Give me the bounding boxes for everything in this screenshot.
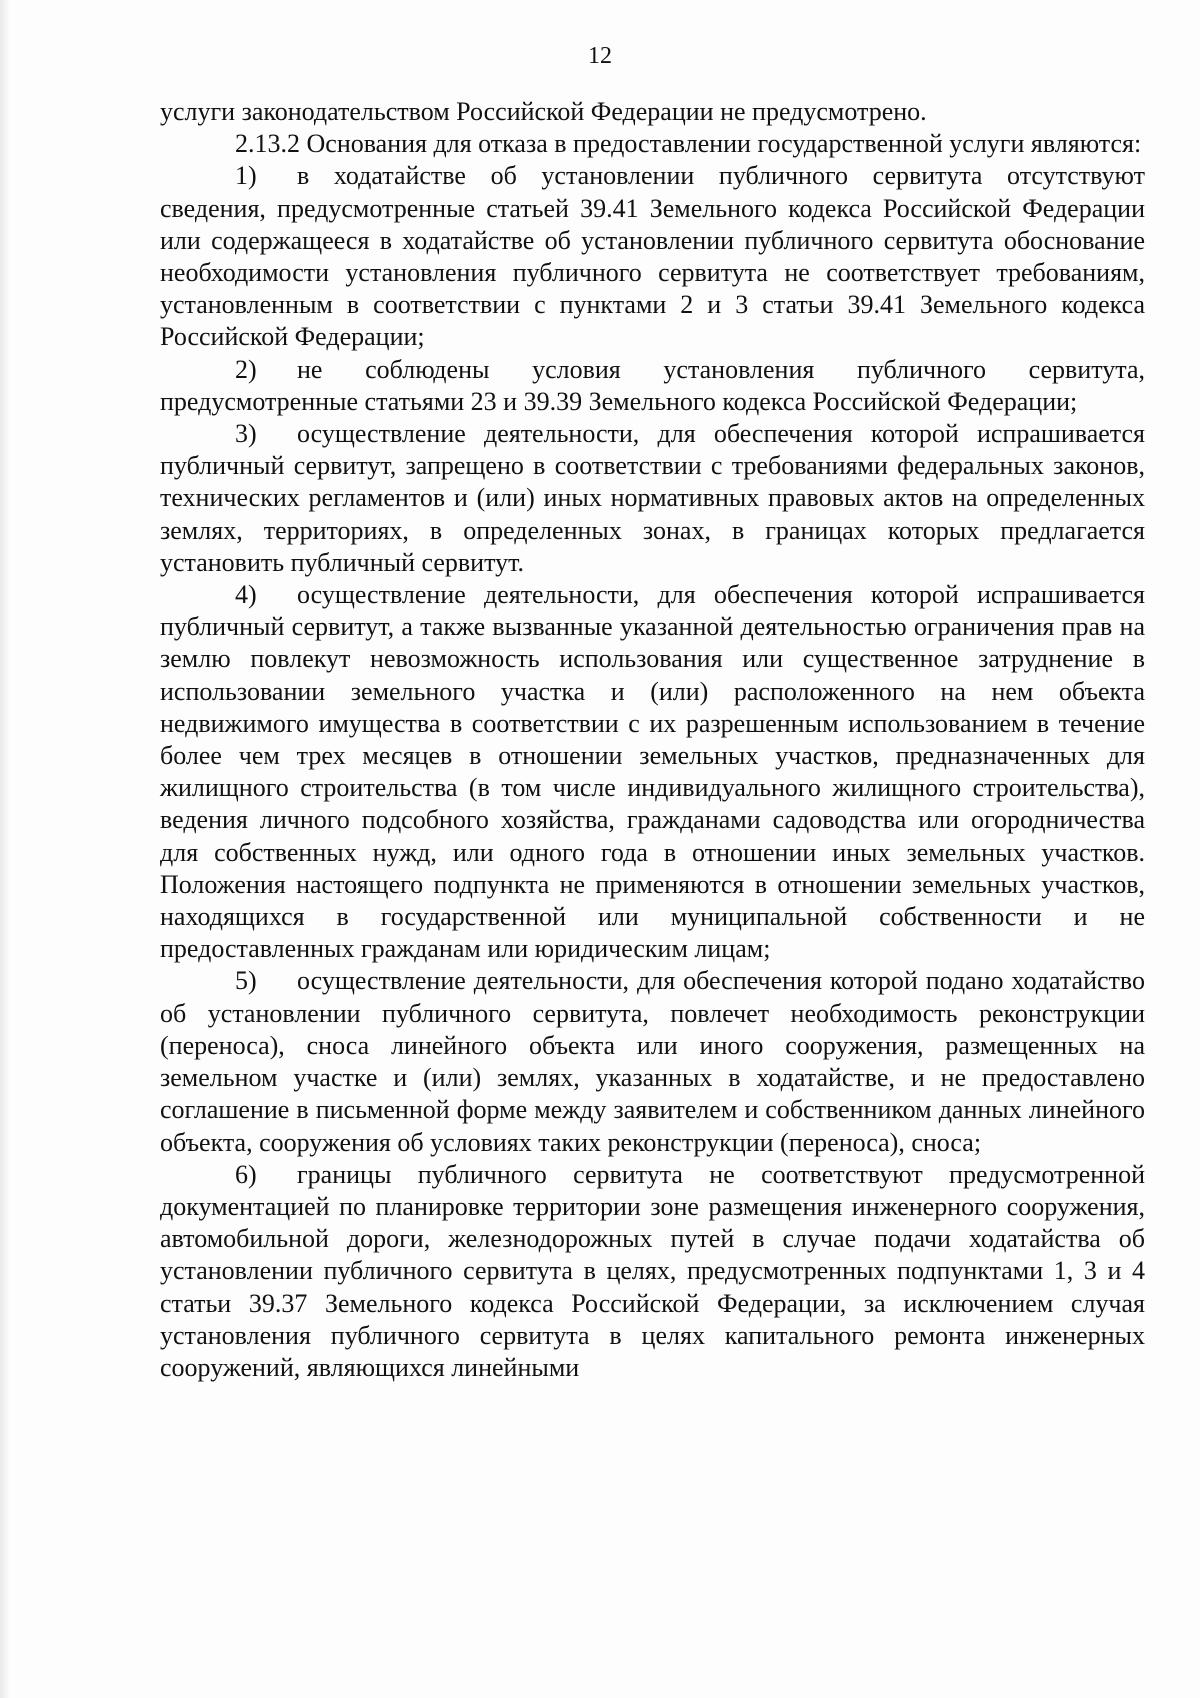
- document-body: [160, 96, 1145, 1384]
- list-item-number: 3): [235, 419, 257, 449]
- page-number: 12: [588, 43, 612, 69]
- scan-edge-shadow: [0, 0, 10, 1698]
- list-item-6: [160, 1159, 1145, 1384]
- paragraph-continuation: [160, 96, 1145, 128]
- list-item-4: [160, 579, 1145, 965]
- list-item-text: не соблюдены условия установления публичного сервитута, предусмотренные статьями 23 и 39.39 Земельного кодекса Российской Федерации;: [160, 354, 1145, 416]
- paragraph-text: услуги законодательством Российской Федерации не предусмотрено.: [160, 97, 927, 126]
- list-item-number: 2): [235, 354, 257, 384]
- paragraph-text: 2.13.2 Основания для отказа в предоставлении государственной услуги являются:: [235, 129, 1142, 159]
- list-item-number: 4): [235, 580, 257, 610]
- list-item-text: границы публичного сервитута не соответствуют предусмотренной документацией по планировке территории зоне размещения инженерного сооружения, автомобильной дороги, железнодорожных путей в случае подачи ходатайства об установлении публичного сервитута в целях, предусмотренных подпунктами 1, 3 и 4 статьи 39.37 Земельного кодекса Российской Федерации, за исключением случая установления публичного сервитута в целях капитального ремонта инженерных сооружений, являющихся линейными: [160, 1159, 1145, 1382]
- list-item-5: [160, 965, 1145, 1158]
- list-item-1: [160, 160, 1145, 353]
- list-item-number: 1): [235, 161, 257, 191]
- list-item-2: [160, 354, 1145, 418]
- list-item-text: осуществление деятельности, для обеспечения которой испрашивается публичный сервитут, запрещено в соответствии с требованиями федеральных законов, технических регламентов и (или) иных нормативных правовых актов на определенных землях, территориях, в определенных зонах, в границах которых предлагается установить публичный сервитут.: [160, 419, 1145, 577]
- list-item-text: в ходатайстве об установлении публичного сервитута отсутствуют сведения, предусмотренные статьей 39.41 Земельного кодекса Российской Федерации или содержащееся в ходатайстве об установлении публичного сервитута обоснование необходимости установления публичного сервитута не соответствует требованиям, установленным в соответствии с пунктами 2 и 3 статьи 39.41 Земельного кодекса Российской Федерации;: [160, 161, 1145, 352]
- list-item-text: осуществление деятельности, для обеспечения которой испрашивается публичный сервитут, а также вызванные указанной деятельностью ограничения прав на землю повлекут невозможность использования или существенное затруднение в использовании земельного участка и (или) расположенного на нем объекта недвижимого имущества в соответствии с их разрешенным использованием в течение более чем трех месяцев в отношении земельных участков, предназначенных для жилищного строительства (в том числе индивидуального жилищного строительства), ведения личного подсобного хозяйства, гражданами садоводства или огородничества для собственных нужд, или одного года в отношении иных земельных участков. Положения настоящего подпункта не применяются в отношении земельных участков, находящихся в государственной или муниципальной собственности и не предоставленных гражданам или юридическим лицам;: [160, 580, 1145, 964]
- list-item-number: 5): [235, 966, 257, 996]
- list-item-number: 6): [235, 1159, 257, 1189]
- list-item-3: [160, 418, 1145, 579]
- list-item-text: осуществление деятельности, для обеспечения которой подано ходатайство об установлении публичного сервитута, повлечет необходимость реконструкции (переноса), сноса линейного объекта или иного сооружения, размещенных на земельном участке и (или) землях, указанных в ходатайстве, и не предоставлено соглашение в письменной форме между заявителем и собственником данных линейного объекта, сооружения об условиях таких реконструкции (переноса), сноса;: [160, 966, 1145, 1157]
- paragraph-2-13-2: [160, 128, 1145, 160]
